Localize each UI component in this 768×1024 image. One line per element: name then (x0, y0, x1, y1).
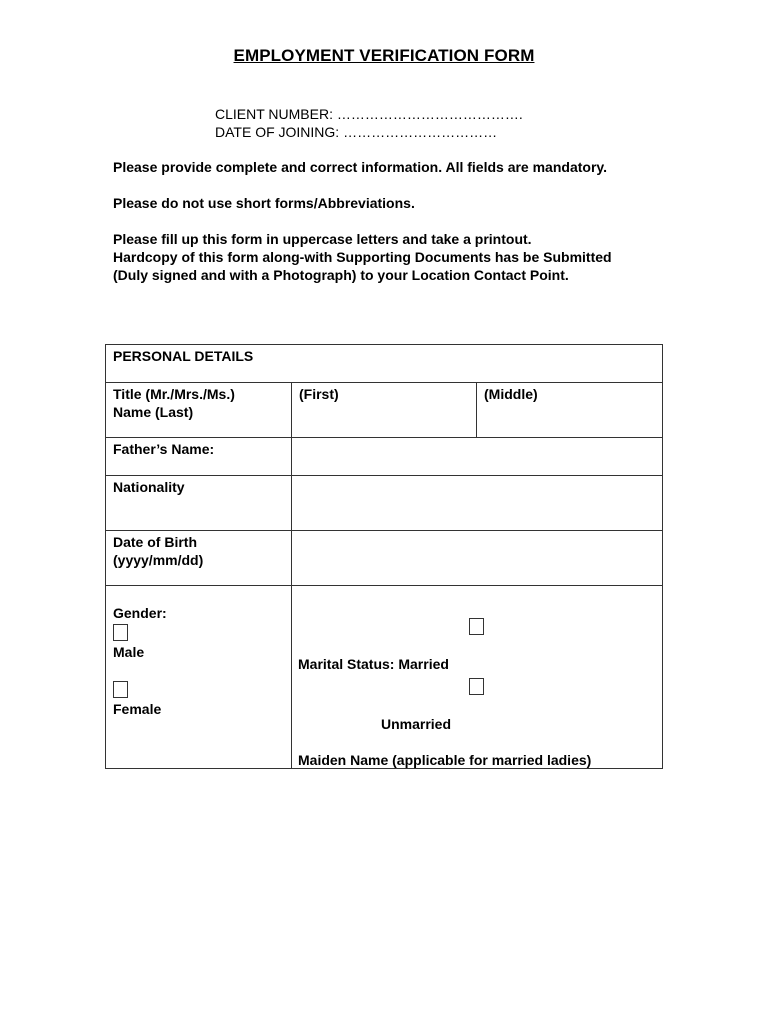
first-name-field[interactable] (292, 383, 477, 438)
male-checkbox[interactable] (113, 624, 128, 641)
nationality-field[interactable] (292, 476, 663, 531)
instruction-line: (Duly signed and with a Photograph) to your Location Contact Point. (113, 267, 569, 283)
nationality-label-cell (106, 476, 292, 531)
name-last-label: Name (Last) (113, 404, 194, 420)
fathers-name-label-cell (106, 438, 292, 476)
unmarried-label: Unmarried (381, 716, 452, 732)
unmarried-checkbox[interactable] (469, 678, 484, 695)
gender-label: Gender: (113, 605, 167, 621)
title-label: Title (Mr./Mrs./Ms.) (113, 386, 235, 402)
instruction-mandatory: Please provide complete and correct information. All fields are mandatory. (113, 159, 608, 175)
personal-details-header (106, 345, 663, 383)
dob-field[interactable] (292, 531, 663, 586)
instruction-line: Hardcopy of this form along-with Supporting Documents has be Submitted (113, 249, 612, 265)
form-title: EMPLOYMENT VERIFICATION FORM (233, 46, 535, 65)
marital-status-label: Marital Status: Married (298, 656, 449, 672)
female-checkbox[interactable] (113, 681, 128, 698)
dob-label: Date of Birth (113, 534, 197, 550)
male-label: Male (113, 644, 145, 660)
instruction-line: Please fill up this form in uppercase letters and take a printout. (113, 231, 532, 247)
maiden-name-label: Maiden Name (applicable for married ladies) (298, 752, 592, 768)
client-info (215, 105, 523, 141)
middle-name-field[interactable] (477, 383, 663, 438)
instruction-no-abbreviations: Please do not use short forms/Abbreviations. (113, 195, 415, 211)
date-of-joining-line: DATE OF JOINING: …………………………… (215, 124, 498, 140)
dob-label-cell (106, 531, 292, 586)
first-name-label: (First) (299, 386, 339, 402)
fathers-name-label: Father’s Name: (113, 441, 215, 457)
marital-status-cell (292, 586, 663, 769)
nationality-label: Nationality (113, 479, 185, 495)
middle-name-label: (Middle) (484, 386, 538, 402)
gender-cell (106, 586, 292, 769)
section-header: PERSONAL DETAILS (113, 348, 254, 364)
client-number-line: CLIENT NUMBER: …………………………………. (215, 106, 523, 122)
fathers-name-field[interactable] (292, 438, 663, 476)
married-checkbox[interactable] (469, 618, 484, 635)
personal-details-table (105, 344, 663, 769)
dob-format: (yyyy/mm/dd) (113, 552, 204, 568)
instruction-submission (113, 230, 612, 284)
name-label-cell (106, 383, 292, 438)
female-label: Female (113, 701, 162, 717)
